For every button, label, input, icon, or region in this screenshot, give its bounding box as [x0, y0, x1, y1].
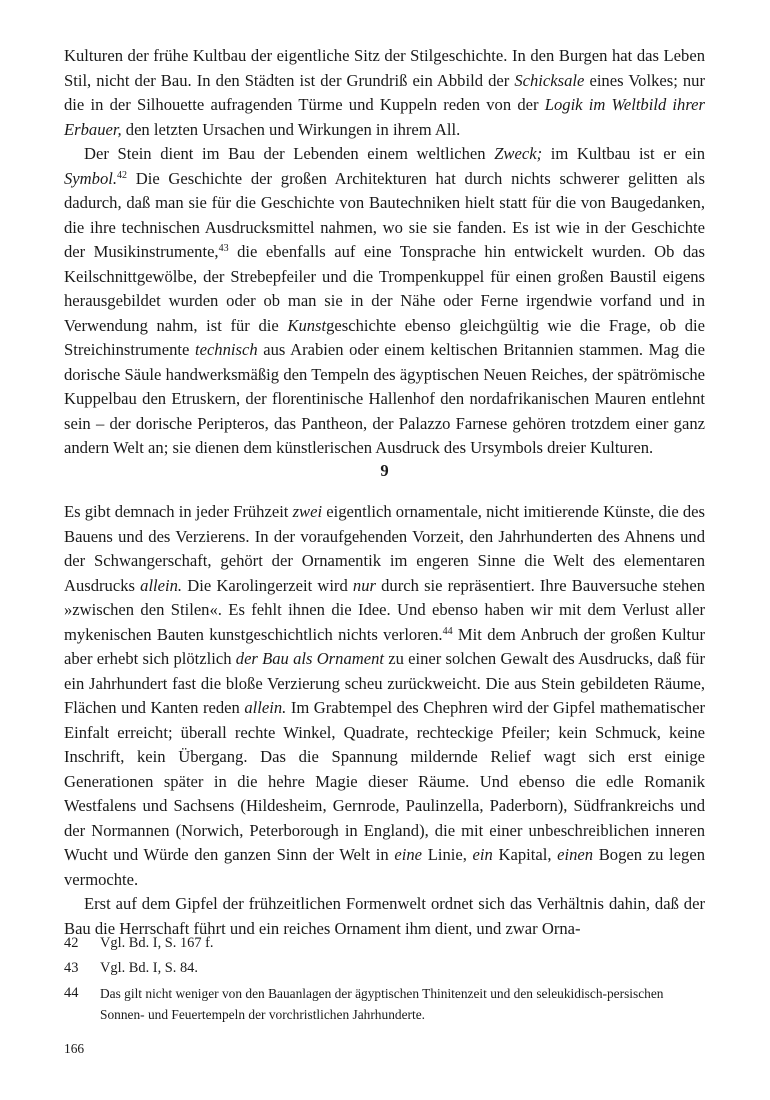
- emphasis: Zweck;: [494, 144, 543, 163]
- text-run: Der Stein dient im Bau der Lebenden einem weltlichen: [84, 144, 495, 163]
- paragraph: [64, 44, 705, 142]
- text-run: die ebenfalls auf eine Tonsprache hin entwickelt wurden. Ob das Keilschnittgewölbe, der Strebepfeiler und die Trompenkuppel für einen großen Baustil eigens herausgebildet wurden oder ob man sie in der Nähe oder Ferne irgendwie vorfand und in Verwendung nahm, ist für die: [64, 242, 705, 335]
- footnote-text: Vgl. Bd. I, S. 167 f.: [100, 935, 214, 951]
- paragraph: [64, 142, 705, 461]
- emphasis: allein.: [140, 575, 183, 595]
- footnote-44: [64, 983, 705, 1025]
- text-run: Bogen zu legen vermochte.: [64, 845, 705, 889]
- footnote-number: 42: [64, 935, 79, 951]
- text-run: aus Arabien oder einem keltischen Britannien stammen. Mag die dorische Säule handwerksmäßig den Tempeln des ägyptischen Neuen Reiches, der spätrömische Kuppelbau den Etruskern, der florentinische Hallenhof den nordafrikanischen Mauren entlehnt sein – der dorische Peripteros, das Pantheon, der Palazzo Farnese gehören trotzdem einer ganz andern Welt an; sie dienen dem künstlerischen Ausdruck des Ursymbols dreier Kulturen.: [64, 340, 705, 457]
- footnote-text: Das gilt nicht weniger von den Bauanlagen der ägyptischen Thinitenzeit und den seleukidisch-persischen Sonnen- und Feuertempeln der vorchristlichen Jahrhunderte.: [100, 986, 664, 1022]
- text-run: durch sie repräsentiert. Ihre Bauversuche stehen »zwischen den Stilen«. Es fehlt ihnen die Idee. Und ebenso haben wir mit dem Verlust aller mykenischen Bauten kunstgeschichtlich nichts verloren.: [64, 575, 705, 644]
- footnote-number: 44: [64, 985, 79, 1001]
- paragraph: [64, 500, 705, 892]
- emphasis: Schicksale: [514, 70, 585, 90]
- footnote-ref-44[interactable]: 44: [442, 625, 453, 637]
- emphasis: technisch: [194, 340, 258, 359]
- emphasis: ein: [472, 845, 493, 864]
- footnote-number: 43: [64, 960, 79, 976]
- emphasis: allein.: [244, 698, 287, 717]
- text-run: Die Karolingerzeit wird: [182, 575, 353, 595]
- footnote-43: [64, 958, 705, 979]
- text-run: im Kultbau ist er ein: [542, 144, 706, 163]
- page-number: 166: [64, 1041, 85, 1056]
- footnote-ref-43[interactable]: 43: [218, 243, 229, 254]
- footnote-text: Vgl. Bd. I, S. 84.: [100, 960, 198, 976]
- text-run: zu einer solchen Gewalt des Ausdrucks, daß für ein Jahrhundert fast die bloße Verzierung scheu zurückweicht. Die aus Stein gebildeten Räume, Flächen und Kanten reden: [64, 649, 705, 717]
- emphasis: nur: [352, 575, 376, 595]
- emphasis: zwei: [292, 502, 323, 521]
- text-run: Erst auf dem Gipfel der frühzeitlichen Formenwelt ordnet sich das Verhältnis dahin, daß der Bau die Herrschaft führt und ein reiches Ornament ihm dient, und zwar Orna-: [64, 894, 705, 938]
- text-block-upper: [64, 44, 705, 461]
- text-run: den letzten Ursachen und Wirkungen in ihrem All.: [121, 119, 461, 139]
- text-run: Kulturen der frühe Kultbau der eigentliche Sitz der Stilgeschichte. In den Burgen hat das Leben Stil, nicht der Bau. In den Städten ist der Grundriß ein Abbild der: [64, 46, 705, 90]
- text-block-lower: [64, 500, 705, 941]
- emphasis: einen: [557, 845, 594, 864]
- text-run: eines Volkes; nur die in der Silhouette aufragenden Türme und Kuppeln reden von der: [64, 70, 705, 114]
- text-run: Es gibt demnach in jeder Frühzeit: [64, 502, 293, 521]
- text-run: Kapital,: [492, 845, 558, 864]
- footnote-42: [64, 933, 705, 954]
- text-run: eigentlich ornamentale, nicht imitierende Künste, die des Bauens und des Verzierens. In der voraufgehenden Vorzeit, den Jahrhunderten des Ahnens und der Schwangerschaft, gehört der Ornamentik im engeren Sinne die Welt des elementaren Ausdrucks: [64, 502, 705, 595]
- section-number: 9: [380, 461, 389, 480]
- emphasis: Logik im Weltbild ihrer Erbauer,: [64, 95, 706, 139]
- footnotes: [64, 933, 705, 1029]
- emphasis: der Bau als Ornament: [235, 649, 384, 668]
- footnote-ref-42[interactable]: 42: [117, 169, 127, 181]
- emphasis: Symbol.: [64, 168, 117, 188]
- text-run: Linie,: [422, 845, 473, 864]
- text-run: Mit dem Anbruch der großen Kultur aber erhebt sich plötzlich: [64, 624, 705, 668]
- text-run: Im Grabtempel des Chephren wird der Gipfel mathematischer Einfalt erreicht; überall rechte Winkel, Quadrate, rechteckige Pfeiler; kein Schmuck, keine Inschrift, kein Übergang. Das die Spannung mildernde Relief wagt sich erst einige Generationen später in die hehre Magie dieser Räume. Und ebenso die edle Romanik Westfalens und Sachsens (Hildesheim, Gernrode, Paulinzella, Paderborn), Südfrankreichs und der Normannen (Norwich, Peterborough in England), die mit einer unbeschreiblichen inneren Wucht und Würde den ganzen Sinn der Welt in: [64, 698, 705, 864]
- text-run: geschichte ebenso gleichgültig wie die Frage, ob die Streichinstrumente: [64, 315, 705, 359]
- text-run: Die Geschichte der großen Architekturen hat durch nichts schwerer gelitten als dadurch, daß man sie für die Geschichte von Bautechniken hielt statt für die von Baugedanken, die ihre technischen Ausdrucksmittel nahmen, wo sie sie fanden. Es ist wie in der Geschichte der Musikinstrumente,: [64, 168, 705, 261]
- emphasis: Kunst: [287, 315, 327, 335]
- emphasis: eine: [394, 845, 423, 864]
